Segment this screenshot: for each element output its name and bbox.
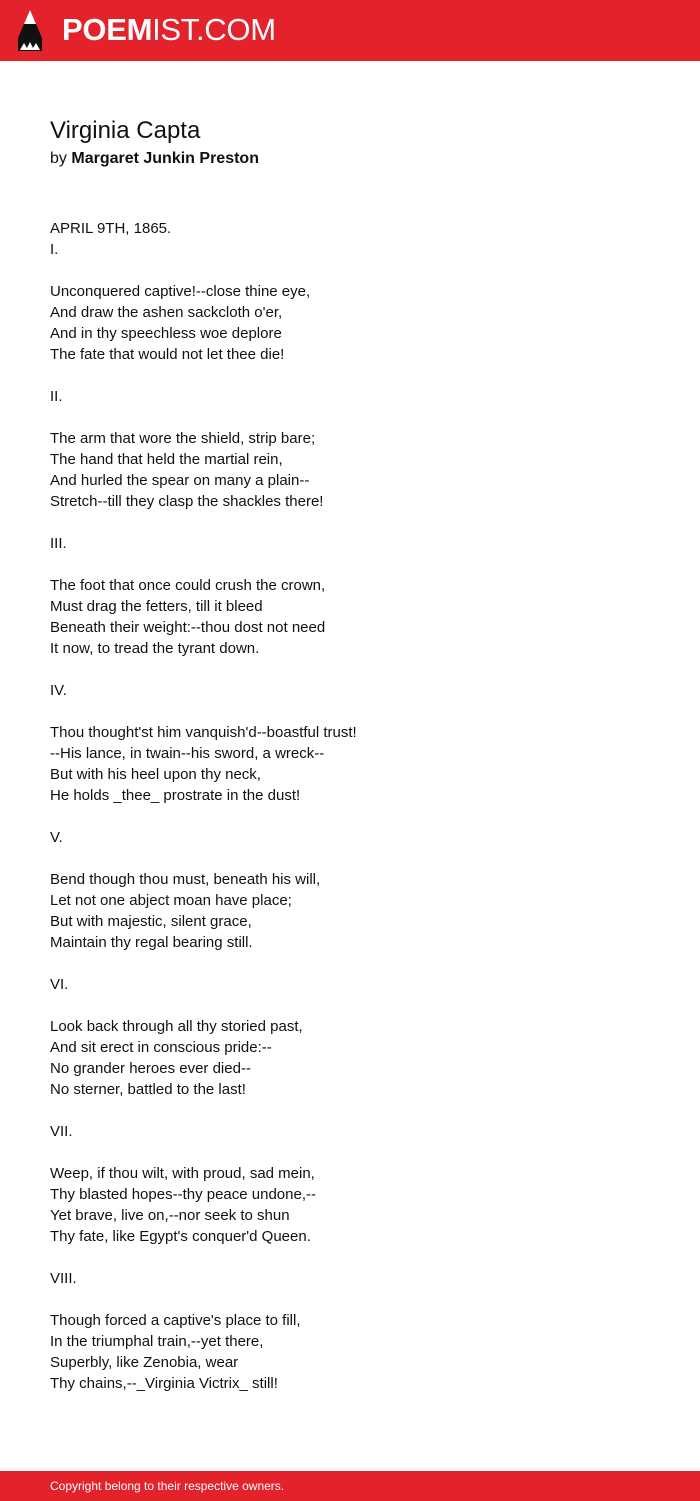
poem-line: VIII. [50,1270,77,1287]
poem-line: Superbly, like Zenobia, wear [50,1354,239,1371]
poem-blank-line [50,848,357,869]
poem-line: Thy chains,--_Virginia Victrix_ still! [50,1375,278,1392]
poem-line: Thy fate, like Egypt's conquer'd Queen. [50,1228,311,1245]
poem-blank-line [50,407,357,428]
poem-blank-line [50,806,357,827]
poem-line: I. [50,241,59,258]
poem-line: Though forced a captive's place to fill, [50,1312,301,1329]
poem-line: And draw the ashen sackcloth o'er, [50,304,283,321]
poem-blank-line [50,1289,357,1310]
poem-line: Bend though thou must, beneath his will, [50,871,321,888]
site-logo-text[interactable] [62,11,276,49]
poem-blank-line [50,554,357,575]
poem-blank-line [50,995,357,1016]
poem-line: No sterner, battled to the last! [50,1081,246,1098]
poem-title: Virginia Capta [50,117,201,144]
poem-line: Yet brave, live on,--nor seek to shun [50,1207,290,1224]
poem-blank-line [50,512,357,533]
poem-line: VII. [50,1123,73,1140]
poem-line: VI. [50,976,69,993]
site-footer [0,1471,700,1501]
poem-blank-line [50,1247,357,1268]
poem-byline [50,148,259,170]
by-label: by [50,150,67,167]
poem-line: The arm that wore the shield, strip bare; [50,430,316,447]
poem-line: Beneath their weight:--thou dost not need [50,619,326,636]
poem-blank-line [50,1142,357,1163]
poem-line: Maintain thy regal bearing still. [50,934,253,951]
poem-line: --His lance, in twain--his sword, a wreck-- [50,745,325,762]
brand-bold-text: POEM [62,12,153,47]
poem-line: Weep, if thou wilt, with proud, sad mein, [50,1165,315,1182]
poem-line: No grander heroes ever died-- [50,1060,251,1077]
poem-line: He holds _thee_ prostrate in the dust! [50,787,301,804]
poem-line: Thou thought'st him vanquish'd--boastful trust! [50,724,357,741]
poem-line: And hurled the spear on many a plain-- [50,472,310,489]
brand-light-text: IST.COM [152,12,276,47]
poem-line: APRIL 9TH, 1865. [50,220,172,237]
poem-line: It now, to tread the tyrant down. [50,640,260,657]
poem-blank-line [50,1100,357,1121]
poem-line: Thy blasted hopes--thy peace undone,-- [50,1186,316,1203]
poem-line: The foot that once could crush the crown, [50,577,326,594]
poem-blank-line [50,701,357,722]
poem-line: III. [50,535,67,552]
pencil-tip-icon[interactable] [18,10,42,51]
poem-line: Must drag the fetters, till it bleed [50,598,263,615]
poem-line: But with majestic, silent grace, [50,913,252,930]
poem-blank-line [50,659,357,680]
site-header [0,0,700,61]
poem-line: And sit erect in conscious pride:-- [50,1039,272,1056]
poem-body [50,218,357,1394]
poem-blank-line [50,260,357,281]
copyright-text: Copyright belong to their respective owners. [50,1479,285,1493]
poem-line: In the triumphal train,--yet there, [50,1333,264,1350]
poem-line: The fate that would not let thee die! [50,346,285,363]
poem-blank-line [50,953,357,974]
poem-line: Unconquered captive!--close thine eye, [50,283,311,300]
poem-line: Let not one abject moan have place; [50,892,292,909]
poem-blank-line [50,365,357,386]
poem-line: Look back through all thy storied past, [50,1018,303,1035]
poem-line: But with his heel upon thy neck, [50,766,261,783]
poem-line: V. [50,829,63,846]
poem-line: And in thy speechless woe deplore [50,325,282,342]
poem-line: II. [50,388,63,405]
poem-line: The hand that held the martial rein, [50,451,283,468]
poem-author: Margaret Junkin Preston [71,150,259,167]
poem-line: IV. [50,682,67,699]
poem-line: Stretch--till they clasp the shackles there! [50,493,324,510]
